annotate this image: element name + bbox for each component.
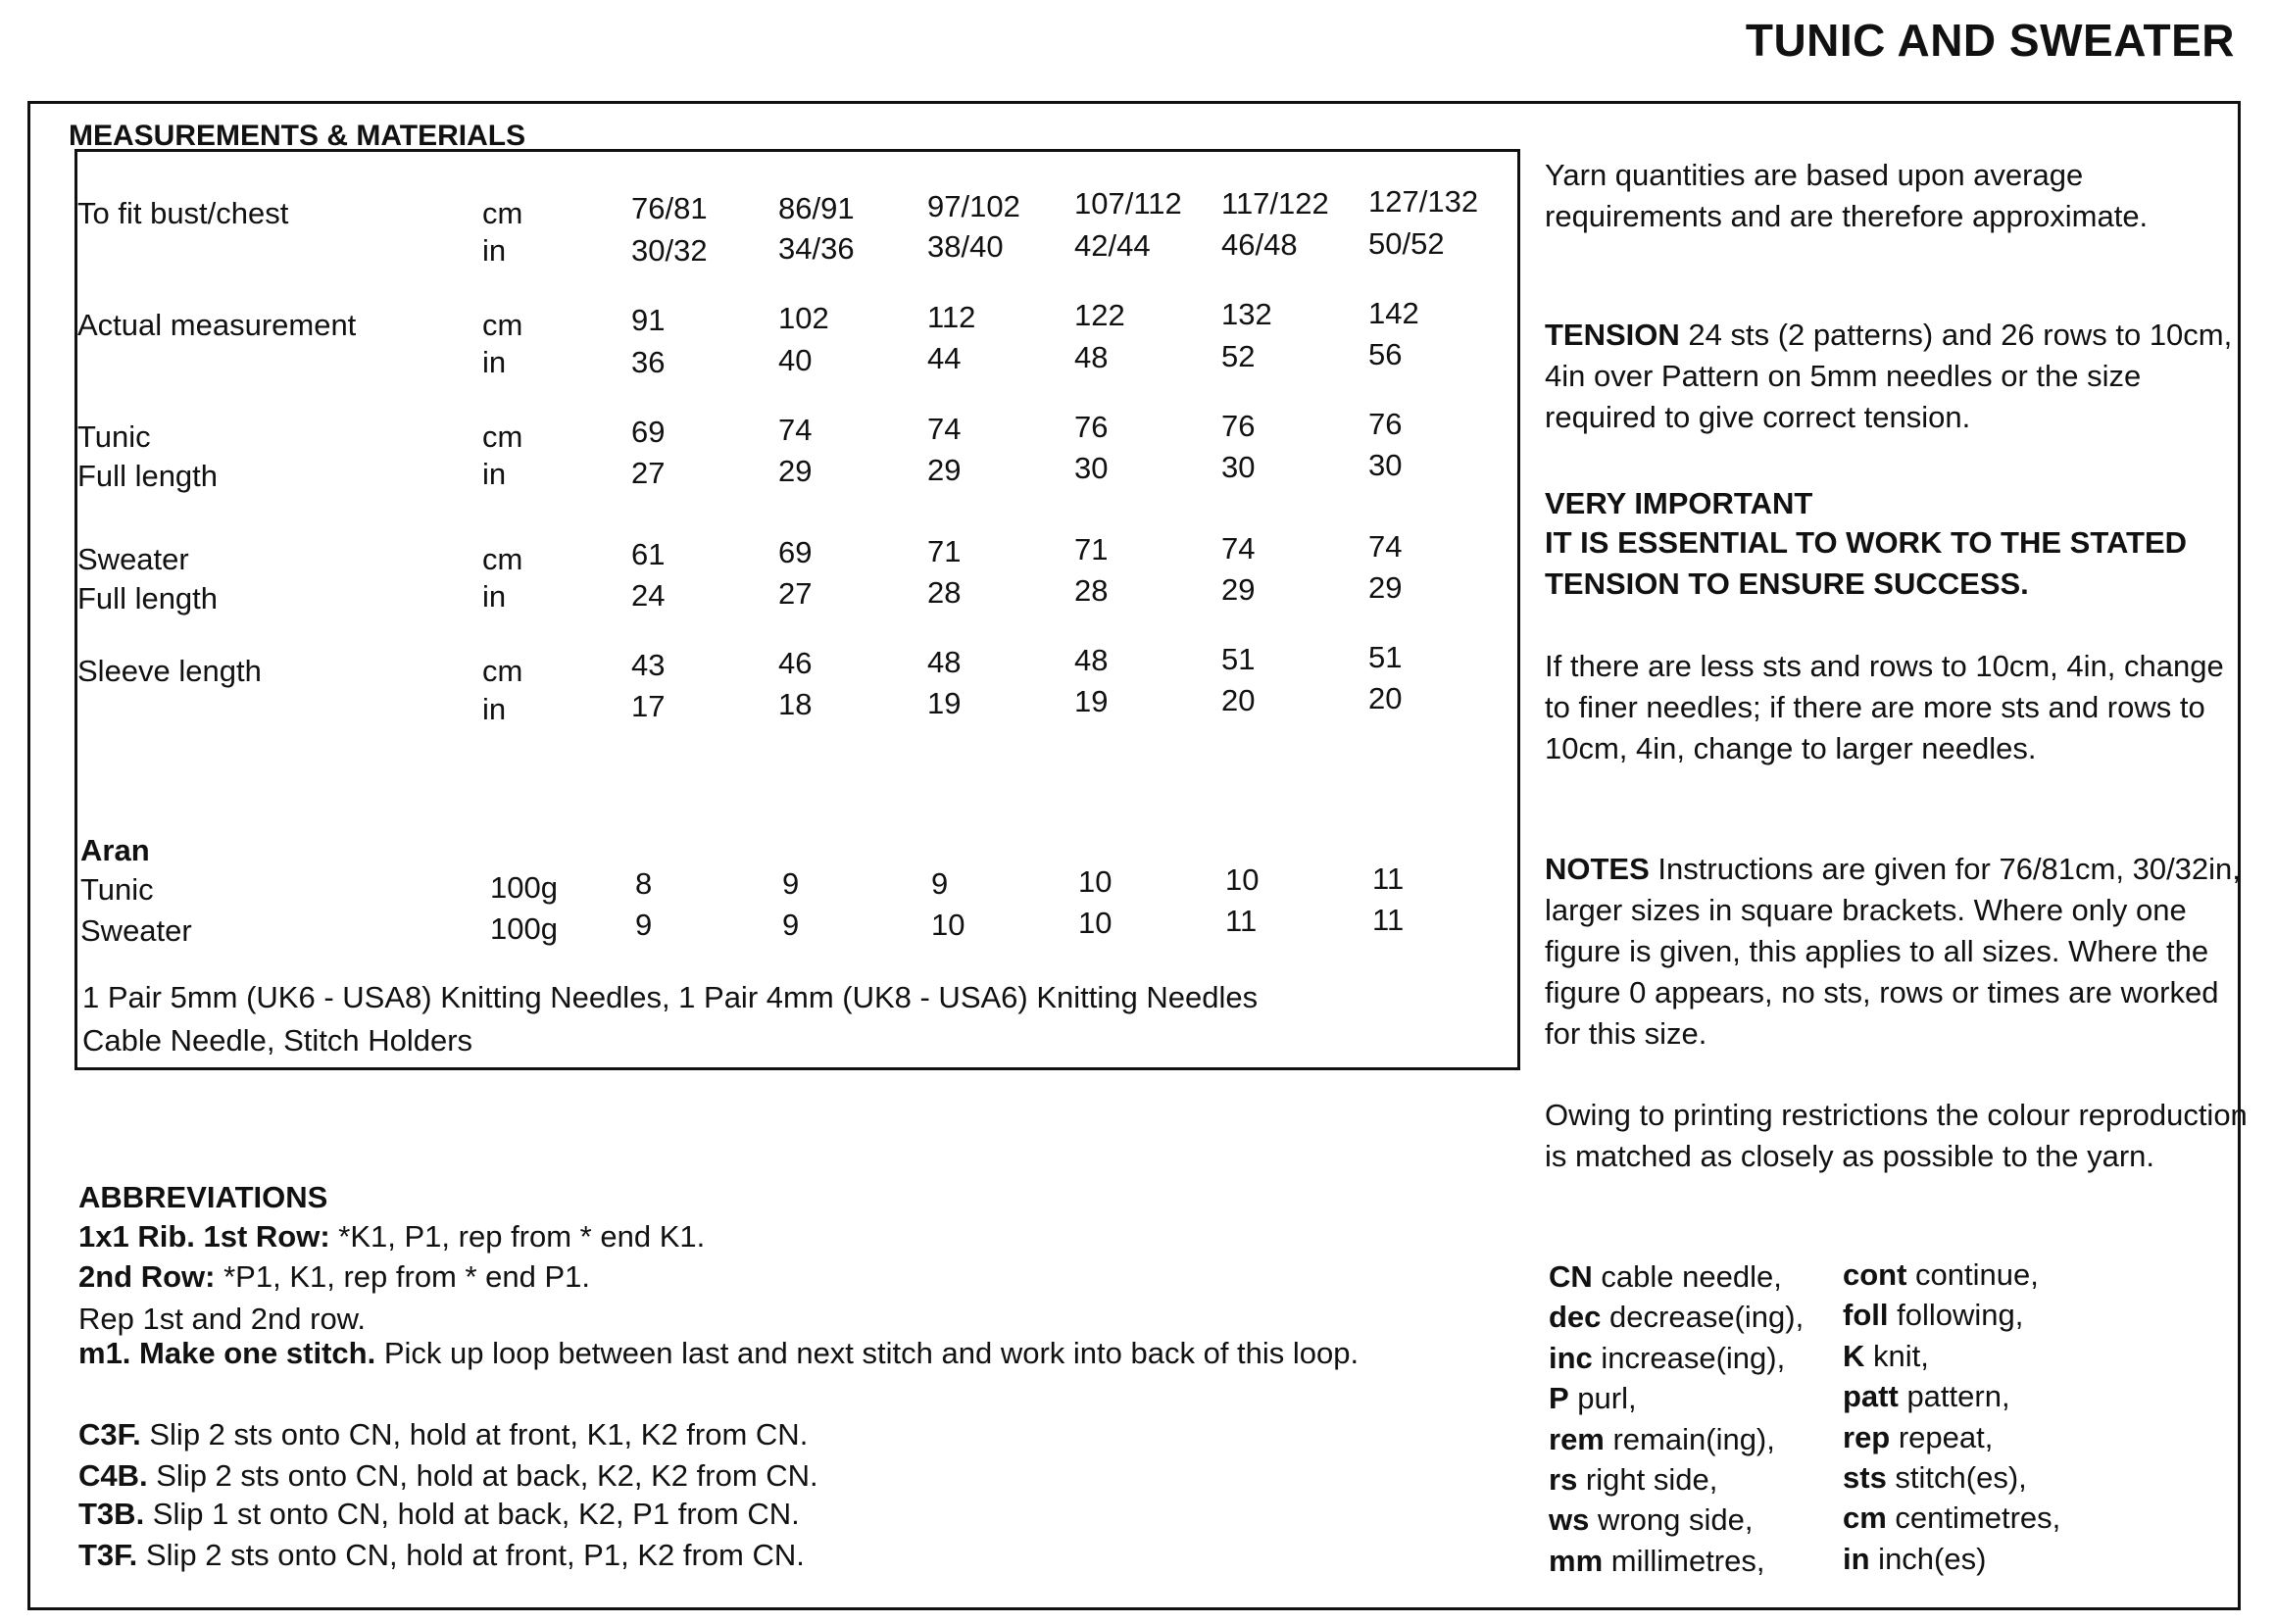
size-value-in: 56: [1368, 337, 1403, 371]
size-value-cm: 71: [1074, 532, 1109, 566]
size-value-cm: 107/112: [1074, 186, 1182, 221]
size-value-cm: 48: [927, 645, 962, 679]
key-item: CN cable needle,: [1549, 1259, 1782, 1294]
yarn-value: 10: [931, 908, 965, 942]
make-one-definition: m1. Make one stitch. Pick up loop between last and next stitch and work into back of this loop.: [78, 1336, 1360, 1370]
unit-cm: cm: [482, 419, 523, 454]
size-value-in: 18: [778, 687, 813, 721]
size-value-in: 46/48: [1221, 227, 1298, 262]
key-column-1: [1549, 1256, 1804, 1581]
size-value-cm: 76/81: [631, 191, 708, 225]
key-item: cont continue,: [1843, 1257, 2039, 1292]
tension-text: 24 sts (2 patterns) and 26 rows to 10cm, 4in over Pattern on 5mm needles or the size required to give correct tension.: [1545, 318, 2233, 434]
size-value-in: 24: [631, 578, 666, 613]
unit-in: in: [482, 345, 507, 379]
yarn-value: 9: [931, 866, 949, 901]
size-value-cm: 102: [778, 301, 829, 335]
abbrev-item: T3F. Slip 2 sts onto CN, hold at front, P1, K2 from CN.: [78, 1538, 805, 1572]
measurements-heading: MEASUREMENTS & MATERIALS: [69, 120, 526, 152]
key-item: K knit,: [1843, 1338, 1929, 1373]
size-value-in: 28: [927, 575, 962, 610]
tension-label: TENSION: [1545, 318, 1680, 352]
unit-in: in: [482, 579, 507, 614]
yarn-value: 8: [635, 866, 653, 901]
yarn-value: 9: [782, 908, 800, 942]
size-value-in: 40: [778, 343, 813, 377]
key-item: inc increase(ing),: [1549, 1340, 1786, 1375]
yarn-unit: 100g: [490, 911, 558, 946]
yarn-value: 11: [1372, 903, 1405, 937]
size-value-in: 52: [1221, 339, 1256, 373]
size-value-in: 28: [1074, 573, 1109, 608]
yarn-value: 9: [635, 908, 653, 942]
colour-note: Owing to printing restrictions the colour reproduction is matched as closely as possible to the yarn.: [1545, 1098, 2248, 1173]
row-label: Sleeve length: [77, 654, 262, 688]
yarn-row-label: Tunic: [80, 872, 154, 907]
size-value-in: 20: [1368, 681, 1403, 715]
size-value-in: 29: [927, 453, 962, 487]
key-item: sts stitch(es),: [1843, 1460, 2027, 1496]
yarn-value: 11: [1372, 861, 1405, 896]
unit-cm: cm: [482, 196, 523, 230]
key-item: rem remain(ing),: [1549, 1421, 1775, 1456]
row-label: To fit bust/chest: [77, 196, 289, 230]
size-value-cm: 46: [778, 646, 813, 680]
size-value-in: 27: [631, 456, 666, 490]
key-item: P purl,: [1549, 1381, 1637, 1416]
size-value-cm: 76: [1221, 409, 1256, 443]
size-value-cm: 127/132: [1368, 184, 1479, 219]
size-value-in: 34/36: [778, 231, 855, 266]
row-label-2: Full length: [77, 459, 219, 493]
size-value-cm: 142: [1368, 296, 1419, 330]
size-value-in: 17: [631, 689, 666, 723]
size-value-cm: 74: [1368, 529, 1403, 564]
key-item: foll following,: [1843, 1298, 2024, 1333]
size-value-cm: 76: [1368, 407, 1403, 441]
size-value-cm: 91: [631, 303, 666, 337]
key-item: rs right side,: [1549, 1462, 1718, 1498]
row-label-2: Full length: [77, 581, 219, 615]
size-value-in: 29: [778, 454, 813, 488]
key-item: patt pattern,: [1843, 1379, 2010, 1414]
size-value-cm: 117/122: [1221, 186, 1329, 221]
yarn-unit: 100g: [490, 870, 558, 905]
size-value-in: 29: [1368, 570, 1403, 605]
needles-line-1: 1 Pair 5mm (UK6 - USA8) Knitting Needles, 1 Pair 4mm (UK8 - USA6) Knitting Needles: [82, 980, 1259, 1014]
yarn-value: 9: [782, 866, 800, 901]
size-value-in: 19: [927, 686, 962, 720]
row-label: Sweater: [77, 542, 189, 576]
rib-row-2: 2nd Row: *P1, K1, rep from * end P1.: [78, 1259, 591, 1294]
yarn-quantities-note: Yarn quantities are based upon average requirements and are therefore approximate.: [1545, 158, 2149, 233]
key-column-2: [1843, 1255, 2060, 1579]
needles-line-2: Cable Needle, Stitch Holders: [82, 1023, 473, 1058]
size-value-in: 50/52: [1368, 226, 1445, 261]
size-value-in: 36: [631, 345, 666, 379]
tension-note: [1545, 315, 2250, 438]
row-label: Actual measurement: [77, 308, 357, 342]
size-value-in: 29: [1221, 572, 1256, 607]
key-item: rep repeat,: [1843, 1419, 1994, 1454]
size-value-cm: 69: [778, 535, 813, 569]
unit-cm: cm: [482, 308, 523, 342]
important-heading: VERY IMPORTANT: [1545, 486, 1813, 520]
size-value-cm: 61: [631, 537, 666, 571]
size-value-in: 30/32: [631, 233, 708, 268]
important-text: IT IS ESSENTIAL TO WORK TO THE STATED TENSION TO ENSURE SUCCESS.: [1545, 525, 2188, 601]
size-value-in: 19: [1074, 684, 1109, 718]
abbrev-item: T3B. Slip 1 st onto CN, hold at back, K2, P1 from CN.: [78, 1497, 800, 1531]
rib-repeat: Rep 1st and 2nd row.: [78, 1302, 366, 1336]
key-item: cm centimetres,: [1843, 1501, 2061, 1536]
size-value-cm: 43: [631, 648, 666, 682]
unit-in: in: [482, 692, 507, 726]
unit-in: in: [482, 233, 507, 268]
yarn-value: 10: [1078, 864, 1113, 899]
size-value-in: 44: [927, 341, 962, 375]
needle-adjust-note: If there are less sts and rows to 10cm, 4in, change to finer needles; if there are more sts and rows to 10cm, 4in, change to larger needles.: [1545, 649, 2224, 765]
size-value-cm: 74: [927, 412, 962, 446]
size-value-cm: 132: [1221, 297, 1272, 331]
key-item: in inch(es): [1843, 1541, 1987, 1576]
size-value-cm: 97/102: [927, 189, 1020, 223]
yarn-value: 10: [1225, 862, 1260, 897]
notes-text: Instructions are given for 76/81cm, 30/32in, larger sizes in square brackets. Where only one figure is given, this applies to all sizes. Where the figure 0 appears, no sts, rows or times are worked for this size.: [1545, 852, 2241, 1051]
size-value-cm: 112: [927, 300, 976, 334]
size-value-cm: 74: [1221, 531, 1256, 566]
key-item: mm millimetres,: [1549, 1543, 1765, 1578]
unit-cm: cm: [482, 654, 523, 688]
size-value-in: 27: [778, 576, 813, 611]
size-value-cm: 51: [1221, 642, 1256, 676]
size-value-cm: 76: [1074, 410, 1109, 444]
key-item: dec decrease(ing),: [1549, 1300, 1805, 1335]
size-value-cm: 71: [927, 534, 962, 568]
size-value-cm: 74: [778, 413, 813, 447]
yarn-value: 11: [1225, 904, 1258, 938]
unit-cm: cm: [482, 542, 523, 576]
rib-row-1: 1x1 Rib. 1st Row: *K1, P1, rep from * end K1.: [78, 1219, 706, 1254]
size-value-in: 38/40: [927, 229, 1004, 264]
size-value-in: 42/44: [1074, 228, 1151, 263]
abbreviations-heading: ABBREVIATIONS: [78, 1180, 328, 1214]
size-value-in: 20: [1221, 683, 1256, 717]
size-value-in: 30: [1221, 450, 1256, 484]
row-label: Tunic: [77, 419, 151, 454]
unit-in: in: [482, 457, 507, 491]
abbrev-item: C3F. Slip 2 sts onto CN, hold at front, K1, K2 from CN.: [78, 1417, 809, 1452]
page-title: TUNIC AND SWEATER: [1745, 15, 2235, 66]
yarn-row-label: Sweater: [80, 913, 192, 948]
notes-label: NOTES: [1545, 852, 1650, 886]
size-value-cm: 51: [1368, 640, 1403, 674]
size-value-in: 30: [1074, 451, 1109, 485]
key-item: ws wrong side,: [1549, 1502, 1754, 1538]
size-value-cm: 69: [631, 415, 666, 449]
abbrev-item: C4B. Slip 2 sts onto CN, hold at back, K2, K2 from CN.: [78, 1458, 818, 1493]
size-value-cm: 86/91: [778, 191, 855, 225]
size-value-in: 30: [1368, 448, 1403, 482]
notes-paragraph: [1545, 849, 2250, 1055]
yarn-name: Aran: [80, 833, 150, 867]
yarn-value: 10: [1078, 906, 1113, 940]
size-value-cm: 122: [1074, 298, 1125, 332]
size-value-cm: 48: [1074, 643, 1109, 677]
size-value-in: 48: [1074, 340, 1109, 374]
